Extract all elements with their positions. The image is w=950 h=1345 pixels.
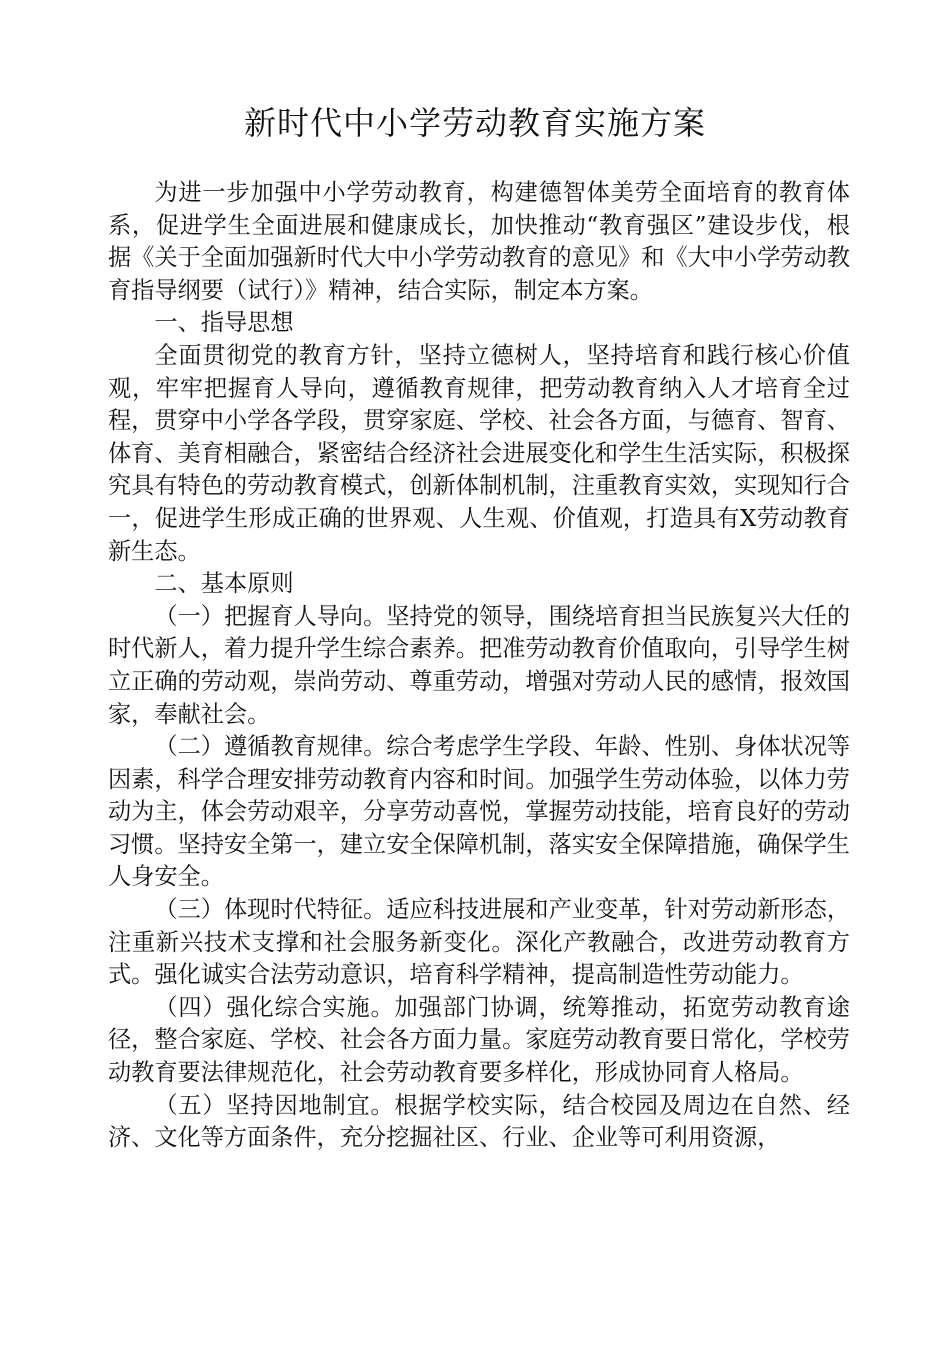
guiding-ideology-paragraph: 全面贯彻党的教育方针，坚持立德树人，坚持培育和践行核心价值观，牢牢把握育人导向，遵循教育规律，把劳动教育纳入人才培育全过程，贯穿中小学各学段，贯穿家庭、学校、社会各方面，与德育、智育、体育、美育相融合，紧密结合经济社会进展变化和学生生活实际，积极探究具有特色的劳动教育模式，创新体制机制，注重教育实效，实现知行合一，促进学生形成正确的世界观、人生观、价值观，打造具有X劳动教育新生态。 [108,341,850,565]
document-title: 新时代中小学劳动教育实施方案 [243,104,706,142]
principle-paragraph-2: （二）遵循教育规律。综合考虑学生学段、年龄、性别、身体状况等因素，科学合理安排劳动教育内容和时间。加强学生劳动体验，以体力劳动为主，体会劳动艰辛，分享劳动喜悦，掌握劳动技能，培育良好的劳动习惯。坚持安全第一，建立安全保障机制，落实安全保障措施，确保学生人身安全。 [108,733,851,891]
principle-paragraph-1: （一）把握育人导向。坚持党的领导，围绕培育担当民族复兴大任的时代新人，着力提升学生综合素养。把准劳动教育价值取向，引导学生树立正确的劳动观，崇尚劳动、尊重劳动，增强对劳动人民的感情，报效国家，奉献社会。 [108,602,851,728]
principle-paragraph-3: （三）体现时代特征。适应科技进展和产业变革，针对劳动新形态，注重新兴技术支撑和社会服务新变化。深化产教融合，改进劳动教育方式。强化诚实合法劳动意识，培育科学精神，提高制造性劳动能力。 [108,896,851,989]
principle-paragraph-5: （五）坚持因地制宜。根据学校实际，结合校园及周边在自然、经济、文化等方面条件，充分挖掘社区、行业、企业等可利用资源， [108,1091,850,1152]
intro-paragraph: 为进一步加强中小学劳动教育，构建德智体美劳全面培育的教育体系，促进学生全面进展和健康成长，加快推动“教育强区”建设步伐，根据《关于全面加强新时代大中小学劳动教育的意见》和《大中小学劳动教育指导纲要（试行）》精神，结合实际，制定本方案。 [108,179,850,304]
section-heading-basic-principles: 二、基本原则 [154,570,294,598]
document-body [108,177,850,1155]
principle-paragraph-4: （四）强化综合实施。加强部门协调，统筹推动，拓宽劳动教育途径，整合家庭、学校、社会各方面力量。家庭劳动教育要日常化，学校劳动教育要法律规范化，社会劳动教育要多样化，形成协同育人格局。 [108,993,850,1087]
section-heading-guiding-ideology: 一、指导思想 [154,309,294,337]
